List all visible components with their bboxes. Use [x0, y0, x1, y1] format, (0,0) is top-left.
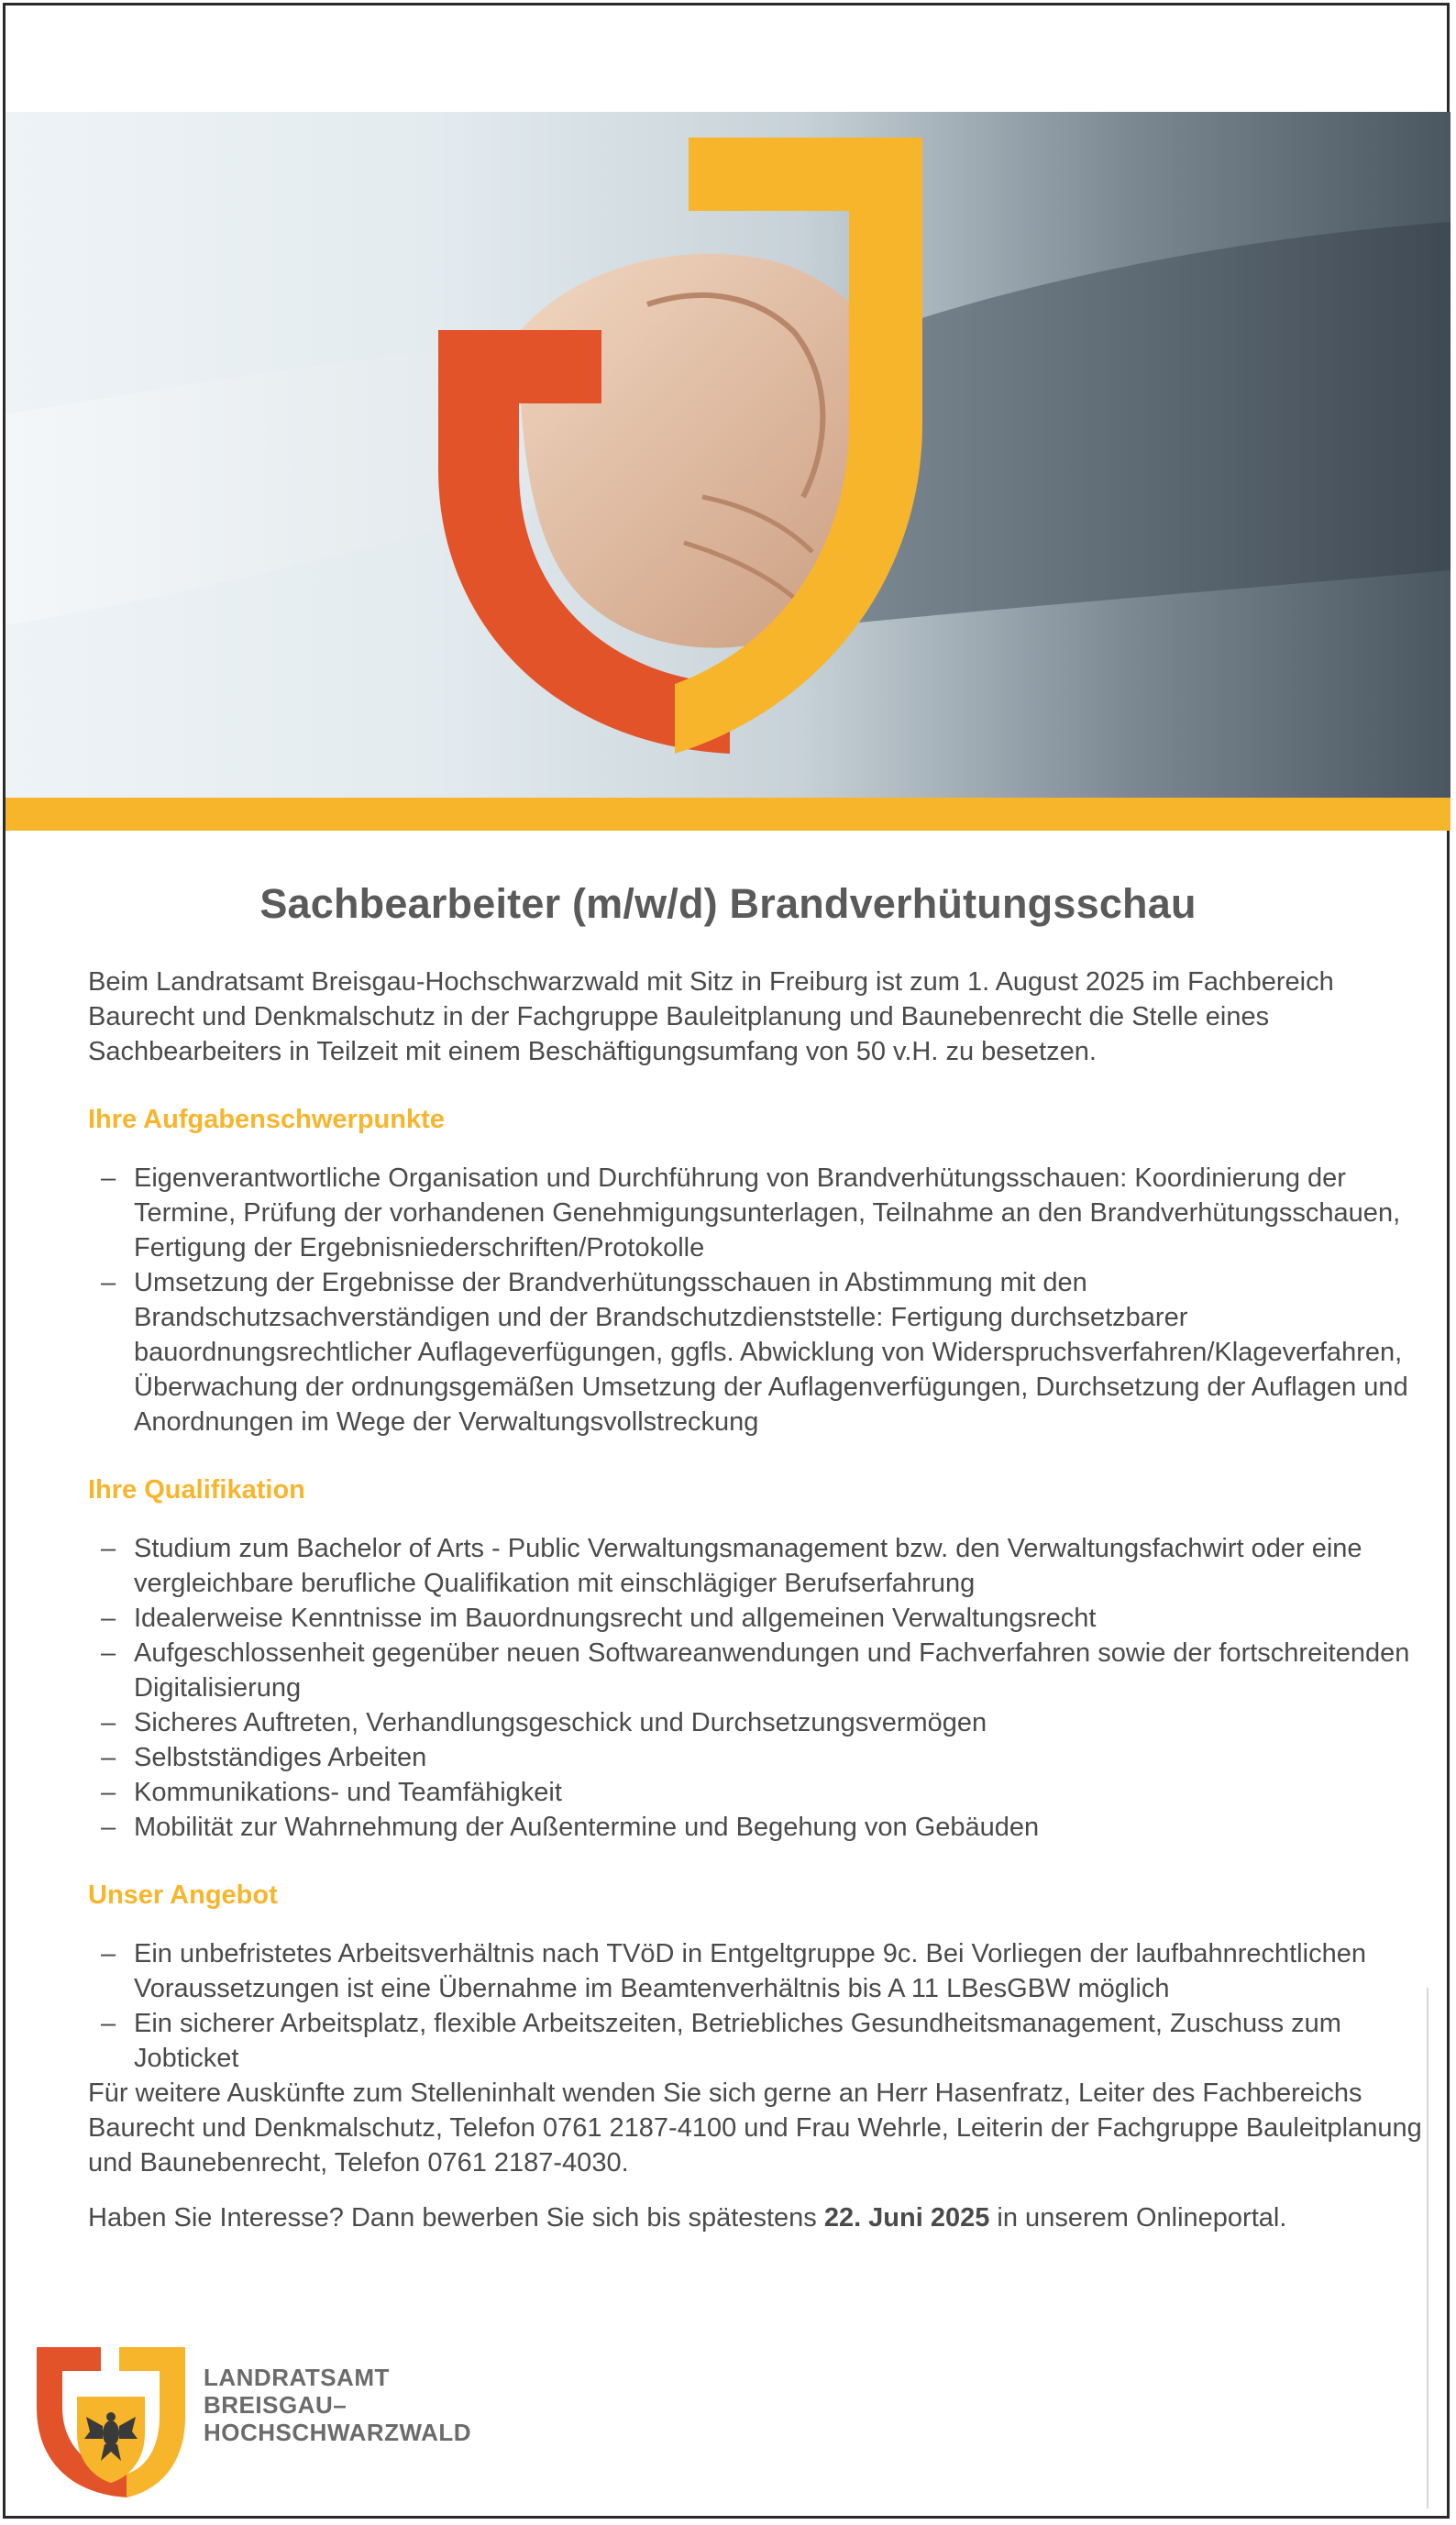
job-title: Sachbearbeiter (m/w/d) Brandverhütungsschau [259, 880, 1197, 927]
list-dash: – [101, 2009, 116, 2038]
list-item [88, 1810, 1427, 1845]
list-item [88, 1936, 1427, 2006]
list-item-text: Idealerweise Kenntnisse im Bauordnungsrecht und allgemeinen Verwaltungsrecht [134, 1604, 1097, 1633]
contact-text: Für weitere Auskünfte zum Stelleninhalt wenden Sie sich gerne an Herr Hasenfratz, Leiter des Fachbereichs Baurecht und Denkmalschutz, Telefon 0761 2187-4100 und Frau Wehrle, Leiterin der Fachgruppe Bauleitplanung und Baunebenrecht, Telefon 0761 2187-4030. [88, 2078, 1422, 2178]
handshake-photo-icon [6, 112, 1450, 798]
intro-text: Beim Landratsamt Breisgau-Hochschwarzwald mit Sitz in Freiburg ist zum 1. August 2025 im Fachbereich Baurecht und Denkmalschutz in der Fachgruppe Bauleitplanung und Baunebenrecht die Stelle eines Sachbearbeiters in Teilzeit mit einem Beschäftigungsumfang von 50 v.H. zu besetzen. [88, 967, 1334, 1066]
ad-content [88, 965, 1427, 2235]
list-item-text: Eigenverantwortliche Organisation und Durchführung von Brandverhütungsschauen: Koordinierung der Termine, Prüfung der vorhandenen Genehmigungsunterlagen, Teilnahme an den Brandverhütungsschauen, Fertigung der Ergebnisniederschriften/Protokolle [134, 1163, 1401, 1262]
logo-line-3: HOCHSCHWARZWALD [204, 2419, 472, 2446]
list-item-text: Sicheres Auftreten, Verhandlungsgeschick und Durchsetzungsvermögen [134, 1708, 987, 1737]
list-item-text: Selbstständiges Arbeiten [134, 1743, 427, 1772]
list-item-text: Ein sicherer Arbeitsplatz, flexible Arbeitszeiten, Betriebliches Gesundheitsmanagement, Zuschuss zum Jobticket [134, 2009, 1341, 2073]
apply-text [88, 2200, 1427, 2235]
list-dash: – [101, 1604, 116, 1633]
offer-list [88, 1936, 1427, 2076]
list-item-text: Kommunikations- und Teamfähigkeit [134, 1778, 562, 1807]
list-item [88, 2006, 1427, 2076]
list-dash: – [101, 1163, 116, 1193]
logo-line-2: BREISGAU– [204, 2391, 347, 2419]
list-item-text: Umsetzung der Ergebnisse der Brandverhütungsschauen in Abstimmung mit den Brandschutzsachverständigen und der Brandschutzdienststelle: Fertigung durchsetzbarer bauordnungsrechtlicher Auflageverfügungen, ggfls. Abwicklung von Widerspruchsverfahren/Klageverfahren, Überwachung der ordnungsgemäßen Umsetzung der Auflagenverfügungen, Durchsetzung der Auflagen und Anordnungen im Wege der Verwaltungsvollstreckung [134, 1268, 1408, 1437]
tasks-heading: Ihre Aufgabenschwerpunkte [88, 1105, 445, 1134]
logo-wordmark [204, 2364, 471, 2446]
list-item-text: Mobilität zur Wahrnehmung der Außentermine und Begehung von Gebäuden [134, 1813, 1040, 1842]
offer-heading: Unser Angebot [88, 1880, 278, 1910]
list-dash: – [101, 1268, 116, 1297]
list-item-text: Aufgeschlossenheit gegenüber neuen Softwareanwendungen und Fachverfahren sowie der fortschreitenden Digitalisierung [134, 1638, 1410, 1703]
tasks-list [88, 1161, 1427, 1439]
list-dash: – [101, 1708, 116, 1737]
list-dash: – [101, 1534, 116, 1563]
logo-line-1: LANDRATSAMT [204, 2364, 390, 2391]
application-deadline: 22. Juni 2025 [823, 2203, 990, 2233]
apply-text-before: Haben Sie Interesse? Dann bewerben Sie sich bis spätestens [88, 2203, 824, 2233]
list-item [88, 1601, 1427, 1636]
list-item [88, 1531, 1427, 1601]
list-dash: – [101, 1813, 116, 1842]
qualification-list [88, 1531, 1427, 1845]
hero-image [6, 112, 1450, 798]
list-item [88, 1636, 1427, 1705]
list-item-text: Studium zum Bachelor of Arts - Public Verwaltungsmanagement bzw. den Verwaltungsfachwirt oder eine vergleichbare berufliche Qualifikation mit einschlägiger Berufserfahrung [134, 1534, 1362, 1598]
list-dash: – [101, 1638, 116, 1668]
list-dash: – [101, 1778, 116, 1807]
list-item [88, 1775, 1427, 1810]
list-item [88, 1265, 1427, 1439]
list-item [88, 1740, 1427, 1775]
list-dash: – [101, 1743, 116, 1772]
hero-accent-bar [6, 798, 1450, 831]
list-item [88, 1161, 1427, 1265]
list-item [88, 1705, 1427, 1740]
list-dash: – [101, 1939, 116, 1968]
apply-text-after: in unserem Onlineportal. [989, 2203, 1287, 2233]
list-item-text: Ein unbefristetes Arbeitsverhältnis nach TVöD in Entgeltgruppe 9c. Bei Vorliegen der laufbahnrechtlichen Voraussetzungen ist eine Übernahme im Beamtenverhältnis bis A 11 LBesGBW möglich [134, 1939, 1366, 2003]
qualification-heading: Ihre Qualifikation [88, 1475, 305, 1505]
divider-line [1427, 1988, 1428, 2508]
